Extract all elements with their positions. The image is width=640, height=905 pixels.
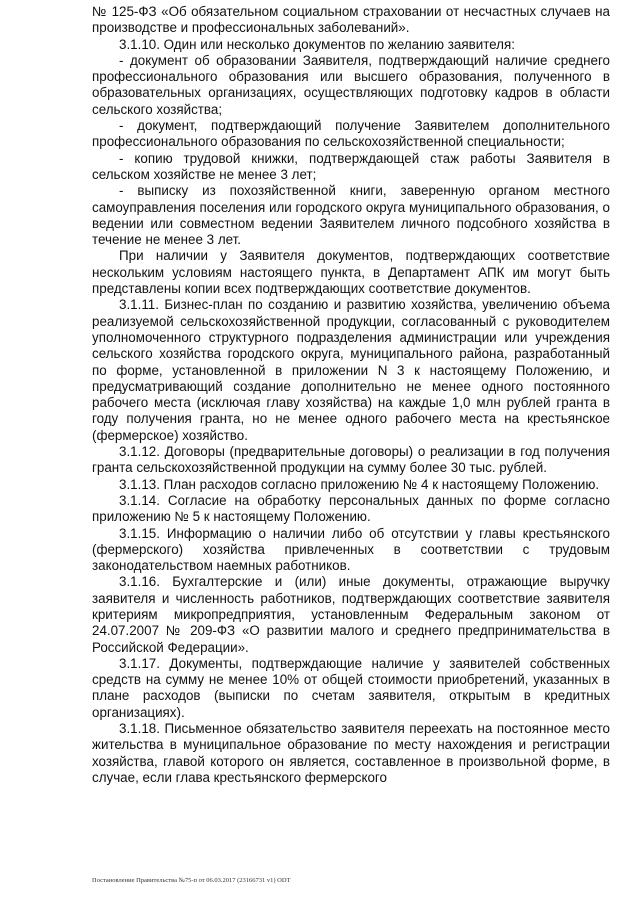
paragraph-3-1-17: 3.1.17. Документы, подтверждающие наличие у заявителей собственных средств на сумму не менее 10% от общей стоимости приобретений, указанных в плане расходов (выписки по счетам заявителя, открытым в кредитных организациях). — [92, 655, 610, 720]
list-item-household-book-extract: - выписку из похозяйственной книги, заверенную органом местного самоуправления поселения или городского округа муниципального образования, о ведении или совместном ведении Заявителем личного подсобного хозяйства в течение не менее 3 лет. — [92, 183, 610, 248]
paragraph-3-1-14: 3.1.14. Согласие на обработку персональных данных по форме согласно приложению № 5 к настоящему Положению. — [92, 492, 610, 525]
list-item-education-document: - документ об образовании Заявителя, подтверждающий наличие среднего профессионального образования или высшего образования, полученного в образовательных организациях, осуществляющих подготовку кадров в области сельского хозяйства; — [92, 52, 610, 117]
paragraph-3-1-10: 3.1.10. Один или несколько документов по желанию заявителя: — [119, 36, 515, 52]
page-footer: Постановление Правительства №75-п от 06.03.2017 (23166731 v1) ODT — [92, 877, 291, 884]
paragraph-3-1-11: 3.1.11. Бизнес-план по созданию и развитию хозяйства, увеличению объема реализуемой сельскохозяйственной продукции, согласованный с руководителем уполномоченного структурного подразделения администрации или учреждения сельского хозяйства городского округа, муниципального района, разработанный по форме, установленной в приложении N 3 к настоящему Положению, и предусматривающий создание дополнительно не менее одного постоянного рабочего места (исключая главу хозяйства) на каждые 1,0 млн рублей гранта в году получения гранта, но не менее одного рабочего места на крестьянское (фермерское) хозяйство. — [92, 297, 610, 443]
paragraph-3-1-16: 3.1.16. Бухгалтерские и (или) иные документы, отражающие выручку заявителя и численность работников, подтверждающих соответствие заявителя критериям микропредприятия, установленным Федеральным законом от 24.07.2007 № 209-ФЗ «О развитии малого и среднего предпринимательства в Российской Федерации». — [92, 574, 610, 655]
paragraph-law-reference: № 125-ФЗ «Об обязательном социальном страховании от несчастных случаев на производстве и профессиональных заболеваний». — [92, 4, 610, 36]
paragraph-3-1-13: 3.1.13. План расходов согласно приложению № 4 к настоящему Положению. — [119, 476, 600, 492]
paragraph-multiple-conditions: При наличии у Заявителя документов, подтверждающих соответствие нескольким условиям настоящего пункта, в Департамент АПК им могут быть представлены копии всех подтверждающих соответствие документов. — [92, 248, 610, 297]
paragraph-3-1-18: 3.1.18. Письменное обязательство заявителя переехать на постоянное место жительства в муниципальное образование по месту нахождения и регистрации хозяйства, главой которого он является, составленное в произвольной форме, в случае, если глава крестьянского фермерского — [92, 721, 610, 785]
paragraph-3-1-15: 3.1.15. Информацию о наличии либо об отсутствии у главы крестьянского (фермерского) хозяйства привлеченных в соответствии с трудовым законодательством наемных работников. — [92, 525, 610, 574]
list-item-additional-education: - документ, подтверждающий получение Заявителем дополнительного профессионального образования по сельскохозяйственной специальности; — [92, 118, 610, 150]
list-item-work-record-copy: - копию трудовой книжки, подтверждающей стаж работы Заявителя в сельском хозяйстве не менее 3 лет; — [92, 150, 610, 182]
paragraph-3-1-12: 3.1.12. Договоры (предварительные договоры) о реализации в год получения гранта сельскохозяйственной продукции на сумму более 30 тыс. рублей. — [92, 444, 610, 476]
document-body — [92, 4, 610, 786]
